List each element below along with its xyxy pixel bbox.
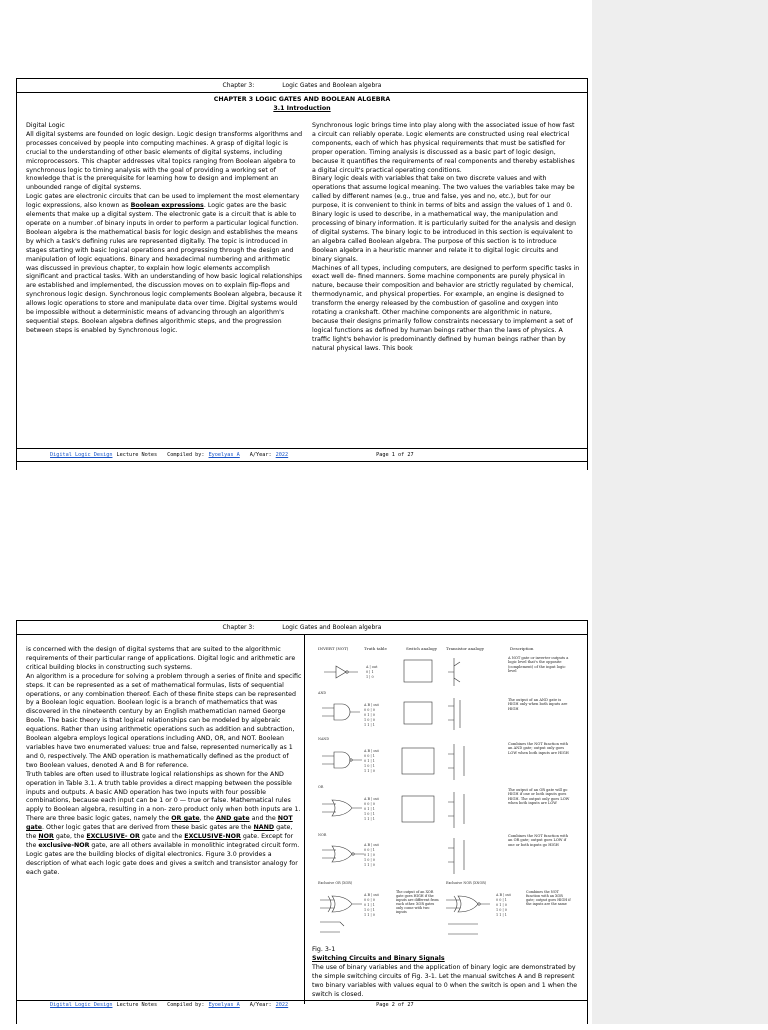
svg-text:A B | out: A B | out [364,797,379,801]
svg-text:1 0 | 0: 1 0 | 0 [364,858,375,862]
chapter-heading: CHAPTER 3 LOGIC GATES AND BOOLEAN ALGEBRA [213,96,391,103]
footer-notes: Lecture Notes [116,1002,158,1008]
footer-rule [16,1000,588,1001]
text-run: gate, are all others available in monolithic integrated circuit form. Logic gates are the building blocks of digital electronics. Figure 3.0 provides a description of what each logic gate does and gives a switch and transistor analogy for each gate. [26,841,300,876]
svg-text:0 0 | 1: 0 0 | 1 [496,898,507,902]
nand-term: NAND [253,824,275,832]
year-link[interactable]: 2022 [275,1002,289,1008]
xnor-term: EXCLUSIVE-NOR [184,833,241,841]
svg-text:1 0 | 1: 1 0 | 1 [364,812,375,816]
logic-gates-figure [314,642,574,946]
boolean-expressions-term: Boolean expressions [130,202,204,210]
text-run: gate, the [26,824,293,841]
fig-desc: The output of an AND gate is HIGH only when both inputs are HIGH [508,698,568,711]
svg-text:0 0 | 0: 0 0 | 0 [364,708,375,712]
header-title: Logic Gates and Boolean algebra [282,82,382,89]
paragraph: The use of binary variables and the application of binary logic are demonstrated by the simple switching circuits of Fig. 3-1. Let the manual switches A and B represent two binary variables with values equal to 0 when the switch is open and 1 when the switch is closed. [312,963,578,998]
section-title: Switching Circuits and Binary Signals [312,954,445,962]
text-run: . Logic gates are the basic elements that make up a digital system. The electronic gate is a circuit that is able to operate on a number .of binary inputs in order to perform a particular logical function. [26,202,299,227]
year-link[interactable]: 2022 [275,452,289,458]
svg-text:0 0 | 0: 0 0 | 0 [364,802,375,806]
page-footer [50,452,414,458]
footer-notes: Lecture Notes [116,452,158,458]
or-gate-term: OR gate [171,815,200,823]
or-gate-symbol [322,800,362,816]
paragraph: Machines of all types, including computers, are designed to perform specific tasks in exact well de- fined manners. Some machine components are purely physical in nature, because their composition and behavior are strictly regulated by chemical, thermodynamic, and physical properties. For example, an engine is designed to transform the energy released by the combustion of gasoline and oxygen into rotating a crankshaft. Other machine components are algorithmic in nature, because their designs primarily follow constraints necessary to implement a set of logical functions as defined by human beings rather than the laws of physics. A traffic light's behavior is predominantly defined by human beings rather than by natural physical laws. This book [312,264,580,352]
paragraph: All digital systems are founded on logic design. Logic design transforms algorithms and processes conceived by people into computing machines. A grasp of digital logic is crucial to the understanding of other basic elements of digital systems, including microprocessors. This chapter addresses vital topics ranging from Boolean algebra to synchronous logic to timing analysis with the goal of providing a working set of knowledge that is the prerequisite for learning how to design and implement an unbounded range of digital systems. [26,130,303,192]
svg-text:A B | out: A B | out [364,843,379,847]
fig-row-label: NOR [318,833,327,837]
transistor-analogy [448,658,460,686]
paragraph: Binary logic deals with variables that take on two discrete values and with operations that assume logical meaning. The two values the variables take may be called by different names (e.g., true and false, yes and no, etc.), but for our purpose, it is convenient to think in terms of bits and assign the values of 1 and 0. Binary logic is used to describe, in a mathematical way, the manipulation and processing of binary information. It is particularly suited for the analysis and design of digital systems. The binary logic to be introduced in this section is equivalent to an algebra called Boolean algebra. The purpose of this section is to introduce Boolean algebra in a heuristic manner and relate it to digital logic circuits and binary signals. [312,175,577,263]
page-top-border [16,78,588,79]
svg-text:1 0 | 1: 1 0 | 1 [364,764,375,768]
footer-compiled: Compiled by: [167,452,205,458]
page-header [16,82,588,89]
fig-col-header: Description [510,646,534,651]
svg-text:A B | out: A B | out [364,703,379,707]
and-gate-term: AND gate [215,815,250,823]
svg-text:0 | 1: 0 | 1 [366,670,374,674]
paragraph [26,815,302,877]
svg-text:0 1 | 1: 0 1 | 1 [364,807,375,811]
svg-text:1 0 | 0: 1 0 | 0 [364,718,375,722]
right-column [312,122,580,354]
fig-col-header: Transistor analogy [446,646,484,651]
switch-analogy-box [404,660,432,682]
page-top-border [16,620,588,621]
svg-text:0 1 | 1: 0 1 | 1 [364,903,375,907]
svg-text:0 0 | 1: 0 0 | 1 [364,848,375,852]
header-rule [16,92,588,93]
svg-text:0 1 | 0: 0 1 | 0 [496,903,507,907]
svg-text:0 1 | 0: 0 1 | 0 [364,853,375,857]
right-sidebar-panel [592,0,768,1024]
text-run: gate. Except for the [26,833,294,849]
nor-term: NOR [38,833,54,841]
svg-text:0 1 | 1: 0 1 | 1 [364,759,375,763]
paragraph: Truth tables are often used to illustrate logical relationships as shown for the AND operation in Table 3.1. A truth table provides a direct mapping between the possible inputs and outputs. A basic AND operation has two inputs with four possible combinations, because each input can be 1 or 0 — true or false. Mathematical rules apply to Boolean algebra, resulting in a non- zero product only when both inputs are 1. [26,770,301,814]
fig-row-label: NAND [318,737,330,741]
document-page-2 [16,620,588,1030]
logic-gates-diagram [314,642,574,946]
and-gate-symbol [322,704,360,720]
text-run: . Other logic gates that are derived from these basic gates are the [42,824,254,832]
text-run: and the [249,815,278,823]
nand-gate-symbol [322,752,362,768]
svg-text:A B | out: A B | out [364,749,379,753]
svg-text:1 0 | 1: 1 0 | 1 [364,908,375,912]
xor-gate-symbol [320,896,362,912]
header-rule [16,634,588,635]
paragraph: is concerned with the design of digital systems that are suited to the algorithmic requirements of their particular range of applications. Digital logic and arithmetic are critical building blocks in constructing such systems. [26,646,296,671]
document-page-1 [16,78,588,470]
fig-desc: A NOT gate or inverter outputs a logic level that's the opposite (complement) of the input logic level [508,656,569,674]
fig-desc: The output of an OR gate will go HIGH if one or both inputs goes HIGH. The output only goes LOW when both inputs are LOW [508,788,570,806]
fig-desc: Combines the NOT function with an AND gate; output only goes LOW when both inputs are HIGH [508,742,569,755]
svg-text:1 1 | 1: 1 1 | 1 [364,817,375,821]
svg-text:0 0 | 0: 0 0 | 0 [364,898,375,902]
text-run: gate, the [53,833,87,841]
svg-text:1 1 | 1: 1 1 | 1 [496,913,507,917]
section-heading: 3.1 Introduction [273,104,331,112]
svg-text:1 1 | 1: 1 1 | 1 [364,723,375,727]
text-run: There are three basic logic gates, namely the [26,815,172,823]
footer-compiled: Compiled by: [167,1002,205,1008]
xnor-desc: Combines the NOT function with an XOR gate; output goes HIGH if the inputs are the same [526,890,571,906]
svg-text:A B | out: A B | out [364,893,379,897]
paragraph: An algorithm is a procedure for solving a problem through a series of finite and specific steps. It can be represented as a set of mathematical formulas, lists of sequential operations, or any combination thereof. Each of these finite steps can be represented by a Boolean logic equation. Boolean logic is a branch of mathematics that was discovered in the nineteenth century by an English mathematician named George Boole. The basic theory is that logical relationships can be modeled by algebraic equations. Rather than using arithmetic operations such as addition and subtraction, Boolean algebra employs logical operations including AND, OR, and NOT. Boolean variables have two enumerated values: true and false, represented numerically as 1 and 0, respectively. The AND operation is mathematically defined as the product of two Boolean values, denoted A and B for reference. [26,672,302,769]
heading-block [26,96,578,113]
svg-text:A B | out: A B | out [496,893,511,897]
header-chapter: Chapter 3: [222,624,255,631]
fig-desc: Combines the NOT function with an OR gate; output goes LOW if one or both inputs go HIGH [508,834,569,847]
svg-text:A | out: A | out [366,665,378,669]
fig-row-label: AND [318,691,327,695]
column-divider [304,634,305,1004]
nor-gate-symbol [322,846,364,862]
paragraph: Boolean algebra is the mathematical basis for logic design and establishes the means by which a task's defining rules are represented digitally. The topic is introduced in stages starting with basic logical operations and progressing through the design and manipulation of logic equations. Binary and hexadecimal numbering and arithmetic was discussed in previous chapter, to explain how logic elements accomplish significant and practical tasks. With an understanding of how basic logical relationships are established and implemented, the discussion moves on to explain flip-flops and synchronous logic design. Synchronous logic complements Boolean algebra, because it allows logic operations to store and manipulate data over time. Digital systems would be impossible without a deterministic means of advancing through an algorithm's sequential steps. Boolean algebra defines algorithmic steps, and the progression between steps is enabled by Synchronous logic. [26,228,303,334]
page-header [16,624,588,631]
text-run: Logic gates are electronic circuits that can be used to implement the most elementary logic expressions, also known as [26,193,300,210]
footer-year-label: A/Year: [249,452,272,458]
figure-caption-block [312,946,580,999]
svg-text:1 1 | 0: 1 1 | 0 [364,913,375,917]
author-link[interactable]: Eyoelyas A [208,1002,240,1008]
paragraph [26,193,304,229]
svg-text:1 1 | 0: 1 1 | 0 [364,769,375,773]
not-gate-symbol [324,666,358,678]
header-chapter: Chapter 3: [222,82,255,89]
xor-desc: The output of an XOR gate goes HIGH if the inputs are different from each other. XOR gates only come with two inputs [396,890,439,914]
footer-rule [16,448,588,449]
left-column [26,646,302,878]
paragraph: Synchronous logic brings time into play along with the associated issue of how fast a circuit can reliably operate. Logic elements are constructed using real electrical components, each of which has physical requirements that must be satisfied for proper operation. Timing analysis is discussed as a basic part of logic design, because it quantifies the requirements of real components and thereby establishes a digital circuit's practical operating conditions. [312,122,575,174]
footer-year-label: A/Year: [249,1002,272,1008]
fig-row-label: OR [318,785,324,789]
xnor-term-2: exclusive-NOR [38,841,90,849]
svg-text:1 0 | 0: 1 0 | 0 [496,908,507,912]
author-link[interactable]: Eyoelyas A [208,452,240,458]
svg-text:1 1 | 0: 1 1 | 0 [364,863,375,867]
fig-col-header: Switch analogy [406,646,437,651]
svg-text:0 1 | 0: 0 1 | 0 [364,713,375,717]
course-link[interactable]: Digital Logic Design [50,452,113,458]
page-number: Page 1 of 27 [376,452,414,458]
fig-row-label: Exclusive NOR (XNOR) [446,881,487,885]
svg-text:0 0 | 1: 0 0 | 1 [364,754,375,758]
header-title: Logic Gates and Boolean algebra [282,624,382,631]
left-column [26,122,304,336]
fig-col-header: Truth table [364,646,387,651]
text-run: gate and the [139,833,185,841]
course-link[interactable]: Digital Logic Design [50,1002,113,1008]
paragraph: Digital Logic [26,122,65,129]
xor-term: EXCLUSIVE- OR [86,833,140,841]
footer-bottom-rule [16,461,588,462]
svg-text:1 | 0: 1 | 0 [366,675,374,679]
figure-caption: Fig. 3-1 [312,946,336,953]
xnor-gate-symbol [446,896,490,912]
fig-row-label: Exclusive OR (XOR) [318,881,353,885]
page-footer [50,1002,414,1008]
page-number: Page 2 of 27 [376,1002,414,1008]
not-gate-term: NOT gate [26,815,293,832]
fig-col-header: INVERT (NOT) [318,646,349,651]
text-run: , the [199,815,216,823]
